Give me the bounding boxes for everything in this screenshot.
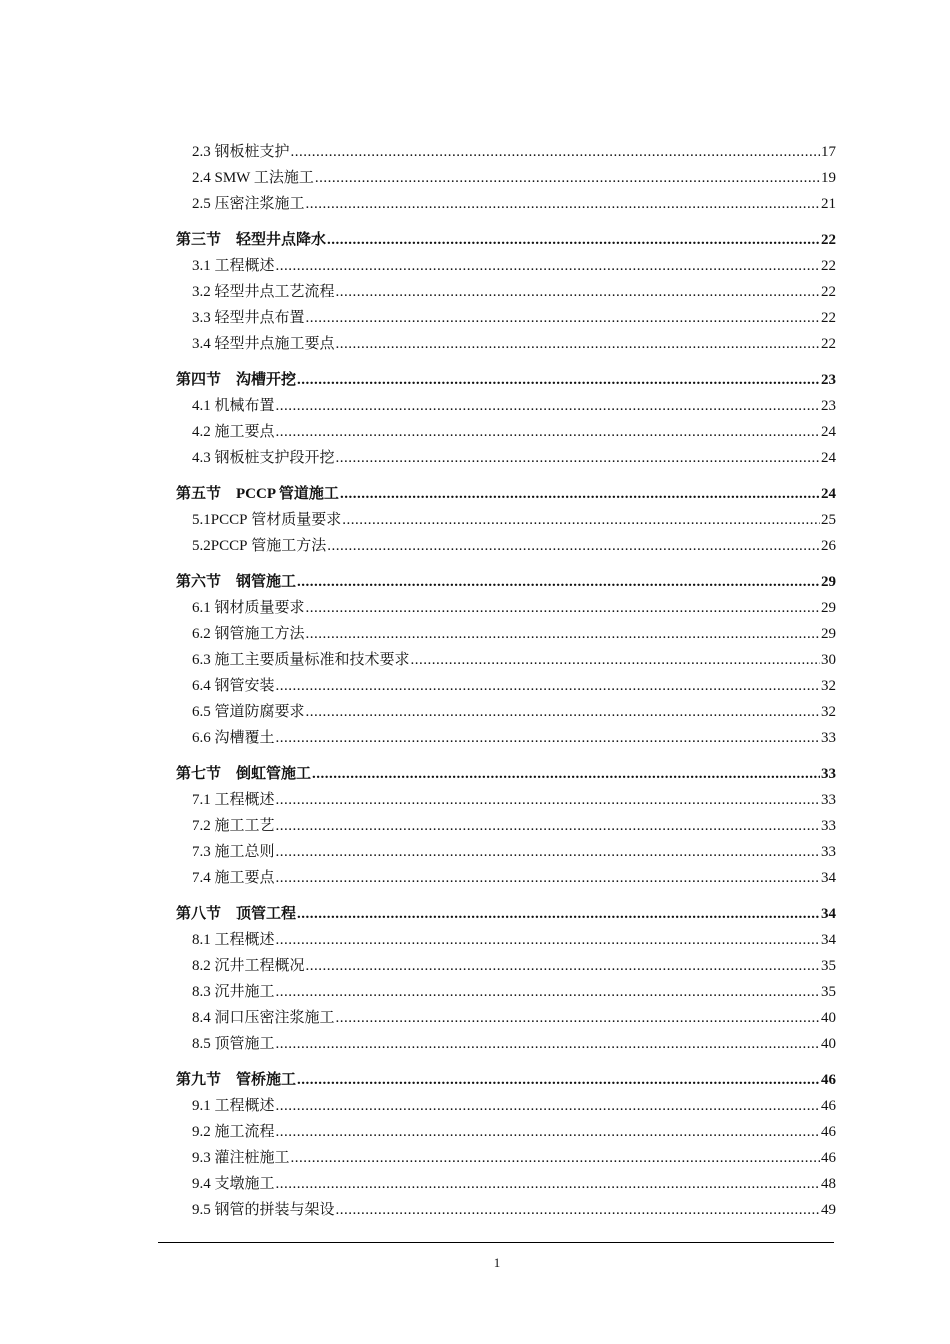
toc-subsection-entry[interactable]: [0, 839, 950, 865]
toc-entry-page: 19: [821, 170, 836, 186]
toc-entry-number: 5.1PCCP: [192, 512, 248, 528]
toc-entry-title: 钢板桩支护: [214, 144, 290, 160]
toc-entry-spacer: [221, 901, 236, 927]
toc-subsection-entry[interactable]: [0, 787, 950, 813]
toc-subsection-entry[interactable]: [0, 191, 950, 217]
toc-subsection-entry[interactable]: [0, 253, 950, 279]
toc-entry-title: 机械布置: [214, 398, 275, 414]
toc-entry-page: 49: [821, 1202, 836, 1218]
toc-entry-spacer: [221, 227, 236, 253]
toc-entry-number: 6.2: [192, 626, 211, 642]
toc-entry-spacer: [221, 367, 236, 393]
toc-subsection-entry[interactable]: [0, 647, 950, 673]
toc-entry-title: 施工流程: [214, 1124, 275, 1140]
toc-entry-page: 24: [821, 486, 836, 502]
toc-subsection-entry[interactable]: [0, 953, 950, 979]
toc-subsection-entry[interactable]: [0, 813, 950, 839]
toc-entry-page: 24: [821, 424, 836, 440]
toc-subsection-entry[interactable]: [0, 279, 950, 305]
page-number: 1: [493, 1255, 501, 1270]
toc-entry-title: 钢管施工方法: [214, 626, 305, 642]
toc-dot-leader: [336, 331, 820, 357]
toc-entry-page: 22: [821, 310, 836, 326]
toc-entry-page: 26: [821, 538, 836, 554]
toc-entry-number: 3.1: [192, 258, 211, 274]
toc-dot-leader: [276, 1171, 820, 1197]
toc-entry-page: 33: [821, 730, 836, 746]
toc-entry-number: 2.3: [192, 144, 211, 160]
toc-entry-number: 第七节: [176, 766, 222, 782]
toc-entry-title: SMW 工法施工: [214, 170, 314, 186]
toc-entry-page: 33: [821, 818, 836, 834]
toc-subsection-entry[interactable]: [0, 1145, 950, 1171]
toc-dot-leader: [312, 761, 820, 787]
toc-entry-page: 40: [821, 1036, 836, 1052]
toc-subsection-entry[interactable]: [0, 393, 950, 419]
toc-entry-number: 7.1: [192, 792, 211, 808]
toc-entry-number: 3.3: [192, 310, 211, 326]
toc-entry-page: 29: [821, 600, 836, 616]
toc-entry-number: 7.2: [192, 818, 211, 834]
toc-entry-page: 46: [821, 1098, 836, 1114]
toc-entry-spacer: [221, 761, 236, 787]
toc-entry-title: 沉井工程概况: [214, 958, 305, 974]
toc-subsection-entry[interactable]: [0, 725, 950, 751]
toc-entry-title: 钢材质量要求: [214, 600, 305, 616]
toc-subsection-entry[interactable]: [0, 1093, 950, 1119]
toc-dot-leader: [276, 1031, 820, 1057]
toc-section-entry[interactable]: [0, 481, 950, 507]
toc-entry-number: 8.2: [192, 958, 211, 974]
toc-subsection-entry[interactable]: [0, 1005, 950, 1031]
toc-dot-leader: [276, 725, 820, 751]
toc-dot-leader: [297, 901, 820, 927]
toc-subsection-entry[interactable]: [0, 927, 950, 953]
toc-entry-number: 7.4: [192, 870, 211, 886]
toc-entry-title: 施工要点: [214, 870, 275, 886]
toc-entry-page: 48: [821, 1176, 836, 1192]
toc-entry-page: 22: [821, 336, 836, 352]
toc-entry-title: 顶管工程: [236, 906, 297, 922]
toc-entry-title: 顶管施工: [214, 1036, 275, 1052]
toc-subsection-entry[interactable]: [0, 979, 950, 1005]
toc-dot-leader: [276, 673, 820, 699]
toc-entry-number: 3.4: [192, 336, 211, 352]
toc-entry-page: 35: [821, 984, 836, 1000]
toc-dot-leader: [276, 1119, 820, 1145]
toc-entry-title: 洞口压密注浆施工: [214, 1010, 335, 1026]
toc-entry-number: 7.3: [192, 844, 211, 860]
toc-entry-page: 32: [821, 678, 836, 694]
toc-dot-leader: [306, 595, 820, 621]
toc-dot-leader: [327, 533, 820, 559]
toc-subsection-entry[interactable]: [0, 595, 950, 621]
toc-subsection-entry[interactable]: [0, 865, 950, 891]
toc-entry-title: 钢管安装: [214, 678, 275, 694]
toc-entry-page: 22: [821, 284, 836, 300]
toc-dot-leader: [306, 621, 820, 647]
toc-entry-number: 8.3: [192, 984, 211, 1000]
toc-entry-title: 轻型井点工艺流程: [214, 284, 335, 300]
toc-entry-number: 6.5: [192, 704, 211, 720]
toc-dot-leader: [276, 253, 820, 279]
toc-entry-page: 34: [821, 870, 836, 886]
toc-dot-leader: [327, 227, 820, 253]
toc-entry-number: 第九节: [176, 1072, 222, 1088]
toc-entry-title: 支墩施工: [214, 1176, 275, 1192]
toc-entry-title: 管施工方法: [251, 538, 327, 554]
toc-dot-leader: [291, 139, 820, 165]
toc-subsection-entry[interactable]: [0, 673, 950, 699]
toc-dot-leader: [276, 1093, 820, 1119]
toc-dot-leader: [336, 1197, 820, 1223]
toc-subsection-entry[interactable]: [0, 699, 950, 725]
toc-entry-number: 8.5: [192, 1036, 211, 1052]
toc-entry-spacer: [221, 481, 236, 507]
toc-entry-number: 第五节: [176, 486, 222, 502]
toc-entry-title: 钢管施工: [236, 574, 297, 590]
toc-entry-spacer: [221, 569, 236, 595]
toc-entry-number: 2.5: [192, 196, 211, 212]
toc-subsection-entry[interactable]: [0, 507, 950, 533]
toc-entry-page: 22: [821, 232, 836, 248]
toc-dot-leader: [336, 1005, 820, 1031]
table-of-contents: [0, 139, 950, 1223]
toc-entry-number: 2.4: [192, 170, 211, 186]
toc-entry-number: 第三节: [176, 232, 222, 248]
toc-entry-number: 3.2: [192, 284, 211, 300]
toc-entry-page: 29: [821, 574, 836, 590]
toc-entry-number: 9.2: [192, 1124, 211, 1140]
toc-entry-page: 33: [821, 766, 836, 782]
toc-dot-leader: [315, 165, 820, 191]
toc-entry-number: 9.4: [192, 1176, 211, 1192]
toc-dot-leader: [276, 813, 820, 839]
toc-section-entry[interactable]: [0, 901, 950, 927]
toc-entry-number: 6.3: [192, 652, 211, 668]
toc-entry-title: 施工总则: [214, 844, 275, 860]
toc-entry-page: 30: [821, 652, 836, 668]
toc-entry-number: 第四节: [176, 372, 222, 388]
toc-entry-page: 21: [821, 196, 836, 212]
toc-entry-title: 工程概述: [214, 258, 275, 274]
toc-entry-page: 46: [821, 1150, 836, 1166]
toc-entry-title: 工程概述: [214, 1098, 275, 1114]
toc-entry-page: 35: [821, 958, 836, 974]
toc-dot-leader: [276, 419, 820, 445]
toc-entry-number: 6.6: [192, 730, 211, 746]
toc-entry-number: 8.4: [192, 1010, 211, 1026]
toc-subsection-entry[interactable]: [0, 419, 950, 445]
toc-entry-title: 轻型井点降水: [236, 232, 327, 248]
toc-dot-leader: [342, 507, 820, 533]
toc-subsection-entry[interactable]: [0, 139, 950, 165]
toc-entry-title: 轻型井点施工要点: [214, 336, 335, 352]
toc-dot-leader: [276, 927, 820, 953]
toc-entry-page: 40: [821, 1010, 836, 1026]
toc-subsection-entry[interactable]: [0, 1119, 950, 1145]
toc-dot-leader: [306, 953, 820, 979]
toc-entry-number: 9.5: [192, 1202, 211, 1218]
toc-dot-leader: [276, 865, 820, 891]
toc-section-entry[interactable]: [0, 569, 950, 595]
toc-entry-page: 25: [821, 512, 836, 528]
toc-entry-title: PCCP 管道施工: [236, 486, 339, 502]
toc-entry-number: 4.3: [192, 450, 211, 466]
toc-subsection-entry[interactable]: [0, 621, 950, 647]
toc-entry-page: 33: [821, 792, 836, 808]
toc-section-entry[interactable]: [0, 227, 950, 253]
toc-dot-leader: [276, 393, 820, 419]
toc-entry-title: 施工主要质量标准和技术要求: [214, 652, 410, 668]
toc-entry-title: 倒虹管施工: [236, 766, 312, 782]
toc-subsection-entry[interactable]: [0, 165, 950, 191]
toc-dot-leader: [336, 445, 820, 471]
toc-entry-title: 施工要点: [214, 424, 275, 440]
toc-entry-page: 33: [821, 844, 836, 860]
toc-dot-leader: [276, 787, 820, 813]
toc-dot-leader: [297, 367, 820, 393]
toc-entry-page: 22: [821, 258, 836, 274]
toc-entry-number: 第六节: [176, 574, 222, 590]
toc-subsection-entry[interactable]: [0, 305, 950, 331]
toc-entry-title: 管桥施工: [236, 1072, 297, 1088]
toc-entry-title: 管材质量要求: [251, 512, 342, 528]
toc-dot-leader: [340, 481, 820, 507]
footer-divider: [158, 1242, 834, 1243]
toc-section-entry[interactable]: [0, 761, 950, 787]
toc-entry-page: 46: [821, 1072, 836, 1088]
toc-entry-title: 工程概述: [214, 932, 275, 948]
toc-subsection-entry[interactable]: [0, 1171, 950, 1197]
toc-entry-page: 46: [821, 1124, 836, 1140]
toc-entry-page: 34: [821, 932, 836, 948]
toc-dot-leader: [291, 1145, 820, 1171]
toc-entry-spacer: [221, 1067, 236, 1093]
toc-entry-number: 4.2: [192, 424, 211, 440]
toc-entry-title: 沉井施工: [214, 984, 275, 1000]
toc-dot-leader: [306, 699, 820, 725]
toc-subsection-entry[interactable]: [0, 331, 950, 357]
toc-entry-title: 管道防腐要求: [214, 704, 305, 720]
toc-subsection-entry[interactable]: [0, 533, 950, 559]
toc-dot-leader: [306, 191, 820, 217]
toc-subsection-entry[interactable]: [0, 1197, 950, 1223]
toc-entry-page: 29: [821, 626, 836, 642]
toc-dot-leader: [297, 1067, 820, 1093]
toc-subsection-entry[interactable]: [0, 1031, 950, 1057]
toc-entry-number: 4.1: [192, 398, 211, 414]
toc-entry-title: 工程概述: [214, 792, 275, 808]
toc-entry-title: 轻型井点布置: [214, 310, 305, 326]
toc-entry-page: 23: [821, 372, 836, 388]
toc-entry-page: 23: [821, 398, 836, 414]
toc-dot-leader: [276, 839, 820, 865]
toc-entry-title: 钢管的拼装与架设: [214, 1202, 335, 1218]
toc-entry-number: 第八节: [176, 906, 222, 922]
toc-dot-leader: [306, 305, 820, 331]
toc-dot-leader: [276, 979, 820, 1005]
toc-entry-title: 沟槽覆土: [214, 730, 275, 746]
toc-entry-page: 17: [821, 144, 836, 160]
toc-entry-title: 灌注桩施工: [214, 1150, 290, 1166]
toc-section-entry[interactable]: [0, 367, 950, 393]
toc-entry-page: 34: [821, 906, 836, 922]
toc-entry-page: 32: [821, 704, 836, 720]
toc-entry-title: 钢板桩支护段开挖: [214, 450, 335, 466]
toc-entry-title: 沟槽开挖: [236, 372, 297, 388]
toc-entry-number: 9.3: [192, 1150, 211, 1166]
toc-entry-number: 6.4: [192, 678, 211, 694]
toc-entry-number: 8.1: [192, 932, 211, 948]
toc-entry-number: 6.1: [192, 600, 211, 616]
toc-section-entry[interactable]: [0, 1067, 950, 1093]
toc-entry-number: 9.1: [192, 1098, 211, 1114]
toc-dot-leader: [297, 569, 820, 595]
toc-dot-leader: [336, 279, 820, 305]
toc-entry-page: 24: [821, 450, 836, 466]
toc-entry-number: 5.2PCCP: [192, 538, 248, 554]
toc-subsection-entry[interactable]: [0, 445, 950, 471]
toc-entry-title: 压密注浆施工: [214, 196, 305, 212]
toc-entry-title: 施工工艺: [214, 818, 275, 834]
toc-dot-leader: [411, 647, 820, 673]
